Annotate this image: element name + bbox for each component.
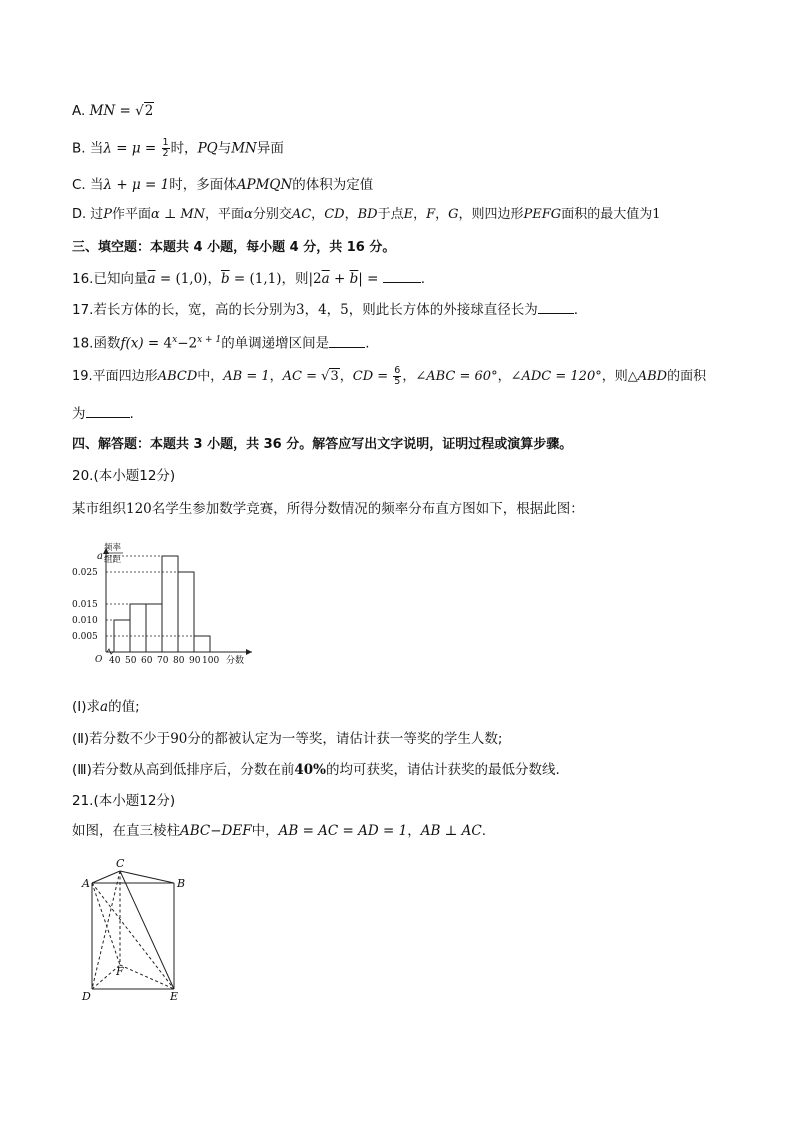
section-4-heading: 四、解答题：本题共 3 小题，共 36 分。解答应写出文字说明，证明过程或演算步骤。 [72,437,573,452]
answer-blank[interactable] [383,268,421,283]
x-tick-label: 60 [141,656,153,666]
question-21-heading: 21.(本小题12分) [72,793,176,809]
edge-ac [92,871,120,883]
y-tick-label: 0.005 [72,632,98,642]
histogram-bar [130,604,146,652]
question-20-part-1: (Ⅰ)求a的值; [72,699,140,715]
vertex-f: F [116,965,124,978]
y-tick-label: 0.015 [72,600,98,610]
vertex-c: C [116,857,125,870]
histogram-bar [162,556,178,652]
equals: = [115,103,136,119]
edge-af [92,883,120,965]
answer-blank[interactable] [329,333,365,348]
x-tick-label: 90 [189,656,201,666]
histogram-bar [146,604,162,652]
edge-ce [120,871,174,989]
question-18: 18.函数$f(x) = 4^x-2^{x + 1}$的单调递增区间是 . [72,330,369,354]
question-17: 17.若长方体的长，宽，高的长分别为3，4，5，则此长方体的外接球直径长为 . [72,299,578,320]
option-d: D. 过P作平面α ⊥ MN，平面α分别交AC，CD，BD于点E，F，G，则四边形PEFG面积的最大值为1 [72,207,661,222]
answer-blank[interactable] [86,403,130,418]
histogram-bar [178,572,194,652]
x-tick-label: 40 [109,656,121,666]
frequency-histogram [72,540,262,670]
y-tick-label: 0.025 [72,568,98,578]
x-tick-label: 100 [202,656,220,666]
option-b-label: B. 当 [72,140,104,157]
question-19: 19.平面四边形ABCD中，AB = 1，AC = √3，CD = $\frac{6}{5}$ ，∠ABC = 60°，∠ADC = 120°，则△ABD的面积 [72,365,707,387]
question-20-heading: 20.(本小题12分) [72,468,176,484]
histogram-bar [194,636,210,652]
answer-blank[interactable] [538,299,574,314]
edge-cb [120,871,174,883]
question-21-stem: 如图，在直三棱柱ABC−DEF中，AB = AC = AD = 1，AB ⊥ AC. [72,823,487,839]
segment-mn: MN [89,103,116,119]
y-tick-label: 0.010 [72,616,98,626]
vertex-d: D [82,990,91,1003]
option-b: B. 当λ = μ = $\frac{1}{2}$ 时，PQ与MN异面 [72,137,284,159]
vertex-a: A [82,877,90,890]
edge-fe [120,965,174,989]
fraction-half: $\frac{1}{2}$ [162,137,169,159]
question-16: 16.已知向量$\overline{a} = (1,0)$，$\overline{b} = (1,1)$，则$|2\overline{a} + \overline{b}|$ = . [72,268,425,289]
option-a-label: A. [72,103,90,119]
question-20-part-2: (Ⅱ)若分数不少于90分的都被认定为一等奖，请估计获一等奖的学生人数; [72,731,503,747]
x-tick-label: 70 [157,656,169,666]
option-c: C. 当λ + μ = 1时，多面体APMQN的体积为定值 [72,177,374,193]
vertex-e: E [170,990,179,1003]
question-20-stem: 某市组织120名学生参加数学竞赛，所得分数情况的频率分布直方图如下，根据此图： [72,501,584,517]
sqrt-2: √2 [135,103,154,119]
x-axis-label: 分数 [226,656,245,666]
x-axis-arrow [246,649,252,655]
vertex-b: B [177,877,186,890]
question-20-part-3: (Ⅲ)若分数从高到低排序后，分数在前40%的均可获奖，请估计获奖的最低分数线. [72,762,560,778]
origin-label: O [95,655,103,665]
x-tick-label: 50 [125,656,137,666]
section-3-heading: 三、填空题：本题共 4 小题，每小题 4 分，共 16 分。 [72,240,396,255]
prism-figure [78,857,198,1007]
option-a [72,101,154,121]
y-tick-label: a [97,551,103,562]
x-tick-label: 80 [173,656,185,666]
y-axis-label-bottom: 组距 [104,555,122,565]
y-axis-label-top: 频率 [104,543,122,553]
question-19-continued: 为 . [72,403,134,424]
